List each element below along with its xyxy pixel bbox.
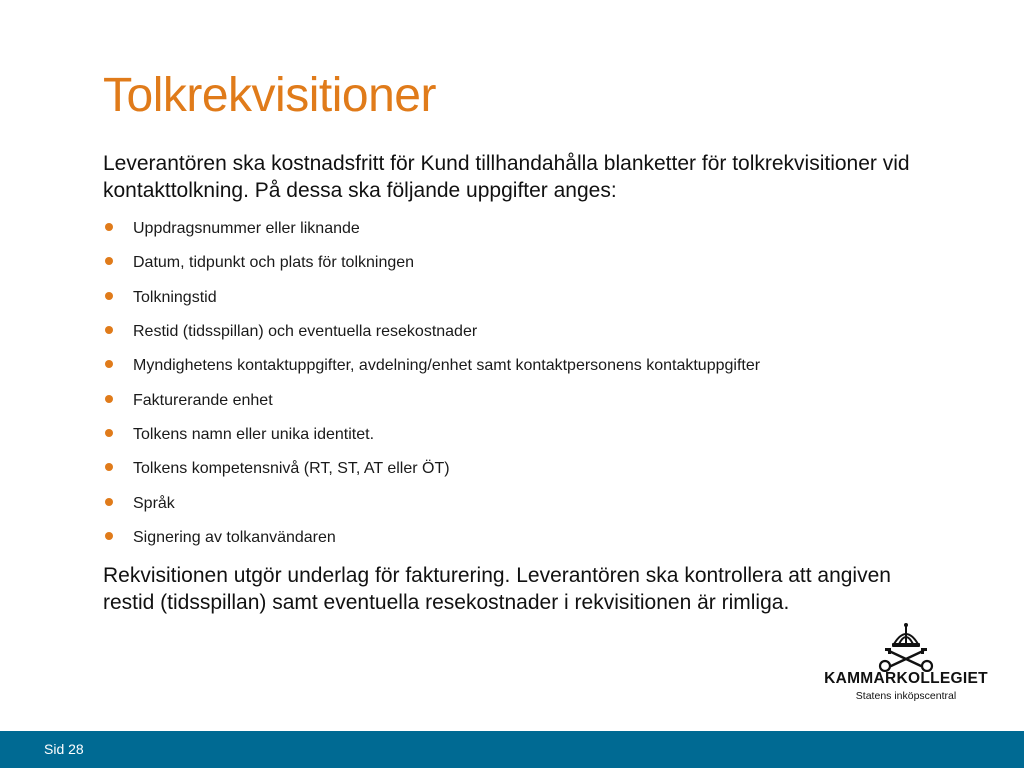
bullet-icon [105,463,113,471]
bullet-icon [105,360,113,368]
list-item [103,246,953,280]
list-item-text: Tolkens namn eller unika identitet. [133,425,375,443]
bullet-icon [105,498,113,506]
logo-subtitle: Statens inköpscentral [855,690,957,702]
list-item [103,315,953,349]
list-item-text: Uppdragsnummer eller liknande [133,220,360,238]
list-item [103,349,953,383]
list-item [103,452,953,486]
bullet-icon [105,532,113,540]
outro-paragraph: Rekvisitionen utgör underlag för fakturering. Leverantören ska kontrollera att angiven restid (tidsspillan) samt eventuella resekostnader i rekvisitionen är rimliga. [103,564,891,614]
slide-title: Tolkrekvisitioner [103,69,436,122]
list-item-text: Språk [133,494,175,512]
bullet-icon [105,395,113,403]
list-item [103,212,953,246]
footer-bar [0,731,1024,768]
bullet-icon [105,326,113,334]
list-item-text: Myndighetens kontaktuppgifter, avdelning/enhet samt kontaktpersonens kontaktuppgifter [133,357,761,375]
list-item-text: Tolkens kompetensnivå (RT, ST, AT eller ÖT) [133,460,450,478]
list-item [103,521,953,555]
page-number: Sid 28 [44,741,84,757]
list-item [103,383,953,417]
bullet-icon [105,429,113,437]
bullet-icon [105,292,113,300]
list-item-text: Restid (tidsspillan) och eventuella resekostnader [133,323,478,341]
list-item [103,418,953,452]
kammarkollegiet-logo [820,622,992,708]
list-item-text: Datum, tidpunkt och plats för tolkningen [133,254,415,272]
list-item-text: Tolkningstid [133,288,217,306]
list-item [103,281,953,315]
intro-paragraph: Leverantören ska kostnadsfritt för Kund tillhandahålla blanketter för tolkrekvisitioner vid kontakttolkning. På dessa ska följande uppgifter anges: [103,152,910,202]
list-item-text: Fakturerande enhet [133,391,273,409]
list-item-text: Signering av tolkanvändaren [133,528,336,546]
requirements-list [103,212,953,555]
crown-and-keys-icon [875,622,937,672]
logo-wordmark: KAMMARKOLLEGIET [824,670,988,687]
list-item [103,486,953,520]
bullet-icon [105,257,113,265]
bullet-icon [105,223,113,231]
